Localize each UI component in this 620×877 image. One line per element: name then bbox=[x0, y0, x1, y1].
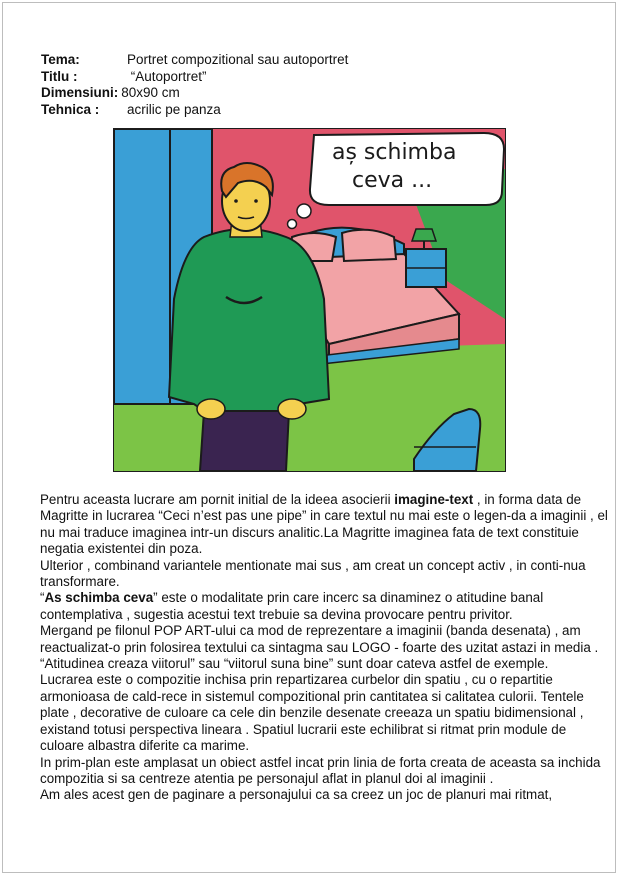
paragraph-5: Lucrarea este o compozitie inchisa prin repartizarea curbelor din spatiu , cu o repartitie armonioasa de cald-rece in sistemul compozitional prin cantitatea si calitatea culorii. Tentele plate , decorative de culoare ca cele din benzile desenate creeaza un spatiu bidimensional , existand totusi perspectiva lineara . Spatiul lucrarii este echilibrat si ritmat prin module de culoare albastra diferite ca marime. bbox=[40, 672, 584, 754]
speech-line-1: aș schimba bbox=[332, 140, 457, 165]
tema-row bbox=[41, 52, 348, 69]
green-sweater bbox=[169, 229, 329, 411]
painting-image bbox=[113, 128, 506, 472]
tehnica-value: acrilic pe panza bbox=[127, 101, 221, 117]
titlu-row bbox=[41, 69, 348, 86]
tehnica-row bbox=[41, 102, 348, 119]
paragraph-3: “As schimba ceva” este o modalitate prin care incerc sa dinaminez o atitudine banal contemplativa , sugestia acestui text trebuie sa devina provocare pentru privitor. bbox=[40, 590, 544, 622]
artwork-details bbox=[41, 52, 348, 118]
paragraph-4: Mergand pe filonul POP ART-ului ca mod de reprezentare a imaginii (banda desenata) , am reactualizat-o prin folosirea textului ca sintagma sau LOGO - foarte des uzitat astazi in media . “Atitudinea creaza viitorul” sau “viitorul suna bine” sunt doar cateva astfel de exemple. bbox=[40, 623, 599, 672]
speech-line-2: ceva ... bbox=[352, 168, 433, 193]
lamp bbox=[412, 229, 436, 241]
bold-term-imagine-text: imagine-text bbox=[394, 492, 474, 507]
paragraph-6: In prim-plan este amplasat un obiect astfel incat prin linia de forta creata de aceasta sa inchida compozitia si sa centreze atentia pe personajul aflat in planul doi al imaginii . bbox=[40, 754, 601, 786]
paragraph-7: Am ales acest gen de paginare a personajului ca sa creez un joc de planuri mai ritmat, bbox=[40, 787, 553, 803]
dimensiuni-value: 80x90 cm bbox=[121, 85, 180, 100]
tehnica-label: Tehnica : bbox=[41, 101, 100, 117]
titlu-label: Titlu : bbox=[41, 68, 78, 84]
paragraph-2: Ulterior , combinand variantele mentionate mai sus , am creat un concept activ , in conti-nua transformare. bbox=[40, 557, 586, 590]
description-text bbox=[40, 492, 612, 804]
tema-label: Tema: bbox=[41, 52, 80, 67]
bold-term-as-schimba-ceva: As schimba ceva bbox=[44, 590, 154, 606]
dimensiuni-label: Dimensiuni: bbox=[41, 85, 119, 100]
titlu-value: “Autoportret” bbox=[127, 68, 207, 84]
tema-value: Portret compozitional sau autoportret bbox=[127, 52, 349, 67]
left-hand bbox=[197, 399, 225, 419]
jeans bbox=[200, 411, 289, 471]
paragraph-1: Pentru aceasta lucrare am pornit initial de la ideea asocierii imagine-text , in forma data de Magritte in lucrarea “Ceci n’est pas une pipe” in care textul nu mai este o legen-da a imaginii , el nu mai traduce imaginea intr-un discurs analitic.La Magritte imaginea fata de text constituie negatia existentei din poza. bbox=[40, 492, 608, 557]
right-hand bbox=[278, 399, 306, 419]
dimensiuni-row bbox=[41, 85, 348, 102]
